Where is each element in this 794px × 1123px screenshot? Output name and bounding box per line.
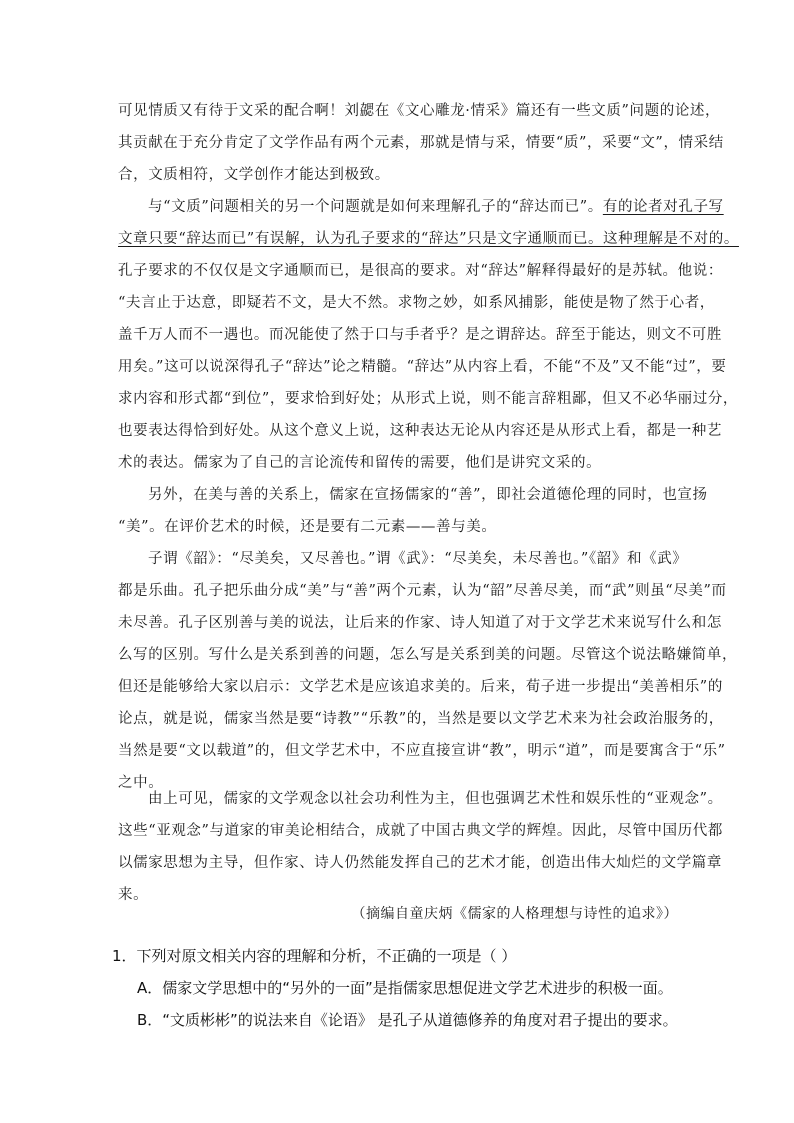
text-line: 子谓《韶》：“尽美矣，又尽善也。”谓《武》：“尽美矣，未尽善也。”《韶》和《武》	[148, 551, 688, 567]
question-stem: 1．下列对原文相关内容的理解和分析，不正确的一项是（ ）	[112, 947, 517, 965]
underlined-text: 有的论者对孔子写	[602, 199, 724, 215]
paragraph-1	[118, 95, 724, 191]
text-line: “夫言止于达意，即疑若不文，是大不然。求物之妙，如系风捕影，能使是物了然于心者，	[118, 295, 715, 311]
text-line: 这些“亚观念”与道家的审美论相结合，成就了中国古典文学的辉煌。因此，尽管中国历代都	[118, 823, 723, 839]
text-line: 么写的区别。写什么是关系到善的问题，怎么写是关系到美的问题。尽管这个说法略嫌简单，	[118, 647, 738, 663]
text-line: 另外，在美与善的关系上，儒家在宣扬儒家的“善”，即社会道德伦理的同时，也宣扬	[148, 487, 708, 503]
paragraph-5	[118, 783, 723, 911]
text-line: 其贡献在于充分肯定了文学作品有两个元素，那就是情与采，情要“质”，采要“文”，情采结	[118, 135, 724, 151]
text-line: 用矣。”这可以说深得孔子“辞达”论之精髓。“辞达”从内容上看，不能“不及”又不能“过”，要	[118, 359, 727, 375]
text-line	[118, 191, 724, 223]
text-line: 也要表达得恰到好处。从这个意义上说，这种表达无论从内容还是从形式上看，都是一种艺	[118, 423, 722, 439]
text-line: 孔子要求的不仅仅是文字通顺而已，是很高的要求。对“辞达”解释得最好的是苏轼。他说：	[118, 263, 723, 279]
source-citation: （摘编自童庆炳《儒家的人格理想与诗性的追求》）	[351, 906, 678, 922]
text-line: 求内容和形式都“到位”，要求恰到好处；从形式上说，则不能言辞粗鄙，但又不必华丽过分，	[118, 391, 739, 407]
option-a[interactable]: A．儒家文学思想中的“另外的一面”是指儒家思想促进文学艺术进步的积极一面。	[137, 979, 673, 997]
paragraph-3	[118, 479, 708, 543]
text-line: 以儒家思想为主导，但作家、诗人仍然能发挥自己的艺术才能，创造出伟大灿烂的文学篇章	[118, 855, 722, 871]
text-line: 可见情质又有待于文采的配合啊！刘勰在《文心雕龙·情采》篇还有一些文质”问题的论述，	[118, 103, 721, 119]
text-line: 由上可见，儒家的文学观念以社会功利性为主，但也强调艺术性和娱乐性的“亚观念”。	[148, 791, 723, 807]
text-line: 当然是要“文以载道”的，但文学艺术中，不应直接宣讲“教”，明示“道”，而是要寓含于“乐”	[118, 743, 726, 759]
text-segment: 与“文质”问题相关的另一个问题就是如何来理解孔子的“辞达而已”。	[148, 199, 603, 215]
text-line: 论点，就是说，儒家当然是要“诗教”“乐教”的，当然是要以文学艺术来为社会政治服务的，	[118, 711, 724, 727]
paragraph-2	[118, 191, 739, 479]
text-line: 合，文质相符，文学创作才能达到极致。	[118, 167, 390, 183]
option-b[interactable]: B．“文质彬彬”的说法来自《论语》 是孔子从道德修养的角度对君子提出的要求。	[137, 1011, 678, 1029]
text-line: 之中。	[118, 775, 164, 791]
text-line: 都是乐曲。孔子把乐曲分成“美”与“善”两个元素，认为“韶”尽善尽美，而“武”则虽“尽美”而	[118, 583, 727, 599]
text-line: 但还是能够给大家以启示：文学艺术是应该追求美的。后来，荀子进一步提出“美善相乐”的	[118, 679, 723, 695]
text-line: “美”。在评价艺术的时候，还是要有二元素——善与美。	[118, 519, 497, 535]
text-line: 盖千万人而不一遇也。而况能使了然于口与手者乎？是之谓辞达。辞至于能达，则文不可胜	[118, 327, 722, 343]
underlined-text-line: 文章只要“辞达而已”有误解，认为孔子要求的“辞达”只是文字通顺而已。这种理解是不对的。	[118, 231, 739, 247]
text-line: 未尽善。孔子区别善与美的说法，让后来的作家、诗人知道了对于文学艺术来说写什么和怎	[118, 615, 722, 631]
text-line: 来。	[118, 887, 149, 903]
text-line: 术的表达。儒家为了自己的言论流传和留传的需要，他们是讲究文采的。	[118, 455, 602, 471]
